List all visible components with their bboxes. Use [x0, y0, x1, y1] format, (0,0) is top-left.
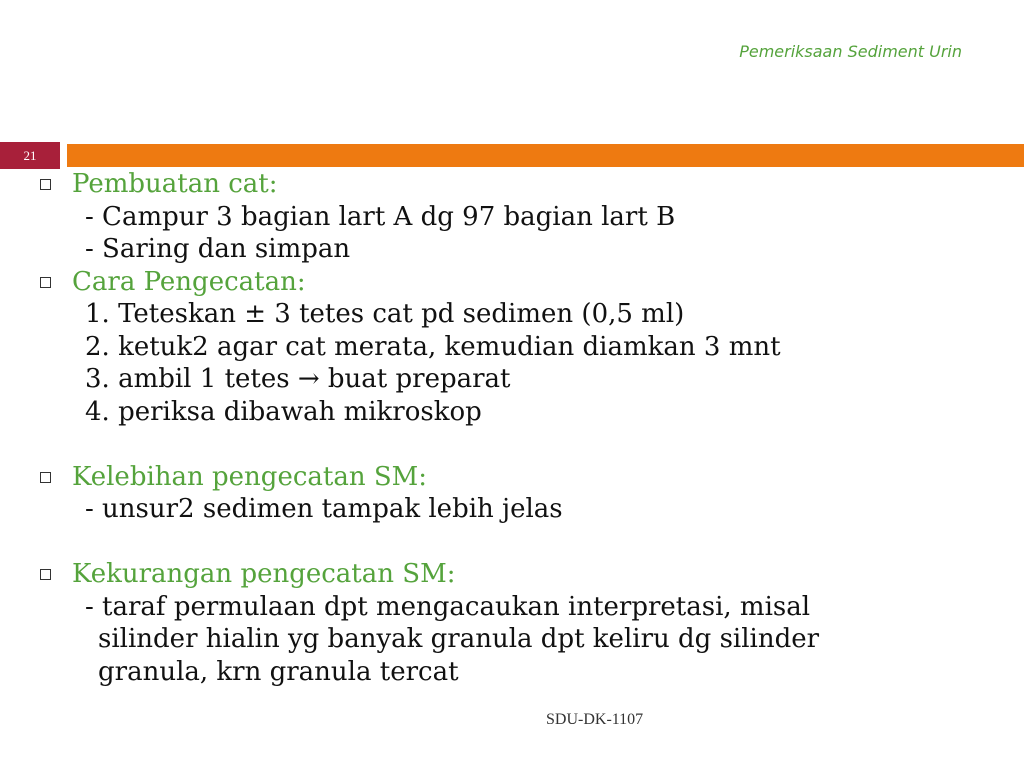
bullet-line: - unsur2 sedimen tampak lebih jelas — [85, 494, 563, 524]
bullet-heading: Cara Pengecatan: — [72, 266, 306, 297]
bullet-line: silinder hialin yg banyak granula dpt keliru dg silinder — [98, 624, 820, 654]
bullet-line: - Campur 3 bagian lart A dg 97 bagian lart B — [85, 201, 676, 232]
bullet-heading: Pembuatan cat: — [72, 169, 278, 199]
bullet-heading: Kelebihan pengecatan SM: — [72, 461, 428, 492]
bullet-line: - taraf permulaan dpt mengacaukan interpretasi, misal — [85, 591, 811, 622]
title-band — [0, 142, 1024, 169]
square-bullet-icon — [40, 472, 51, 483]
bullet-line: - Saring dan simpan — [85, 234, 351, 264]
slide-body — [38, 168, 998, 688]
bullet-line: 4. periksa dibawah mikroskop — [85, 396, 482, 427]
accent-bar — [67, 144, 1024, 167]
square-bullet-icon — [40, 277, 51, 288]
bullet-item — [38, 266, 998, 299]
bullet-item — [38, 558, 998, 591]
slide-number: 21 — [0, 142, 60, 169]
bullet-line: 1. Teteskan ± 3 tetes cat pd sedimen (0,5 ml) — [85, 299, 685, 329]
blank-line — [38, 428, 998, 461]
blank-line — [38, 526, 998, 559]
square-bullet-icon — [40, 179, 51, 190]
bullet-item — [38, 168, 998, 201]
header-title: Pemeriksaan Sediment Urin — [739, 42, 962, 61]
bullet-line: 2. ketuk2 agar cat merata, kemudian diamkan 3 mnt — [85, 331, 781, 362]
bullet-line: 3. ambil 1 tetes → buat preparat — [85, 364, 511, 394]
bullet-item — [38, 461, 998, 494]
square-bullet-icon — [40, 569, 51, 580]
bullet-line: granula, krn granula tercat — [98, 656, 459, 687]
footer-code: SDU-DK-1107 — [546, 711, 644, 728]
bullet-heading: Kekurangan pengecatan SM: — [72, 559, 456, 589]
